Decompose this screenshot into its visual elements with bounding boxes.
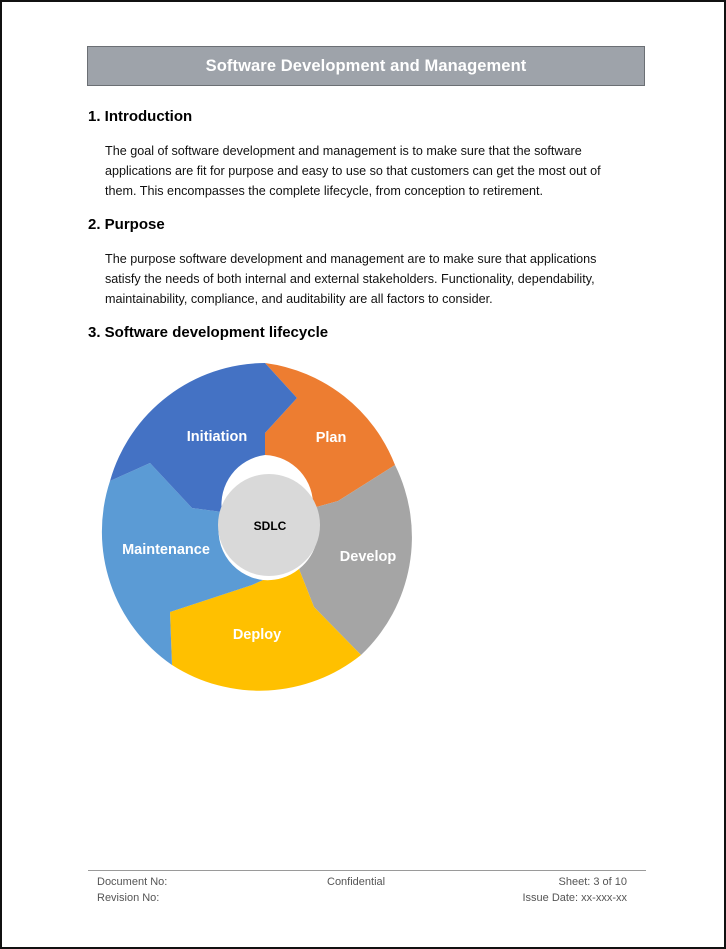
segment-label-plan: Plan: [315, 430, 347, 446]
sdlc-cycle-diagram: [90, 345, 440, 695]
footer-revision-no: Revision No:: [97, 892, 160, 904]
introduction-paragraph: The goal of software development and management is to make sure that the software applications are fit for purpose and easy to use so that customers can get the most out of them. This encompasses the complete lifecycle, from conception to retirement.: [105, 144, 601, 198]
segment-label-maintenance: Maintenance: [122, 542, 210, 558]
purpose-paragraph: The purpose software development and management are to make sure that applications satisfy the needs of both internal and external stakeholders. Functionality, dependability, maintainability, compliance, and auditability are all factors to consider.: [105, 252, 597, 306]
footer-issue-date: Issue Date: xx-xxx-xx: [522, 892, 627, 904]
segment-label-deploy: Deploy: [232, 627, 282, 643]
footer-divider: [88, 870, 646, 871]
section-heading-purpose: 2. Purpose: [88, 216, 165, 233]
section-heading-lifecycle: 3. Software development lifecycle: [88, 324, 329, 341]
footer-classification: Confidential: [327, 876, 386, 888]
footer-sheet-number: Sheet: 3 of 10: [558, 876, 627, 888]
segment-label-initiation: Initiation: [186, 429, 248, 445]
section-heading-introduction: 1. Introduction: [88, 108, 193, 125]
segment-label-develop: Develop: [339, 549, 397, 565]
footer-document-no: Document No:: [97, 876, 168, 888]
center-label: SDLC: [253, 519, 287, 533]
document-title: Software Development and Management: [87, 46, 645, 86]
